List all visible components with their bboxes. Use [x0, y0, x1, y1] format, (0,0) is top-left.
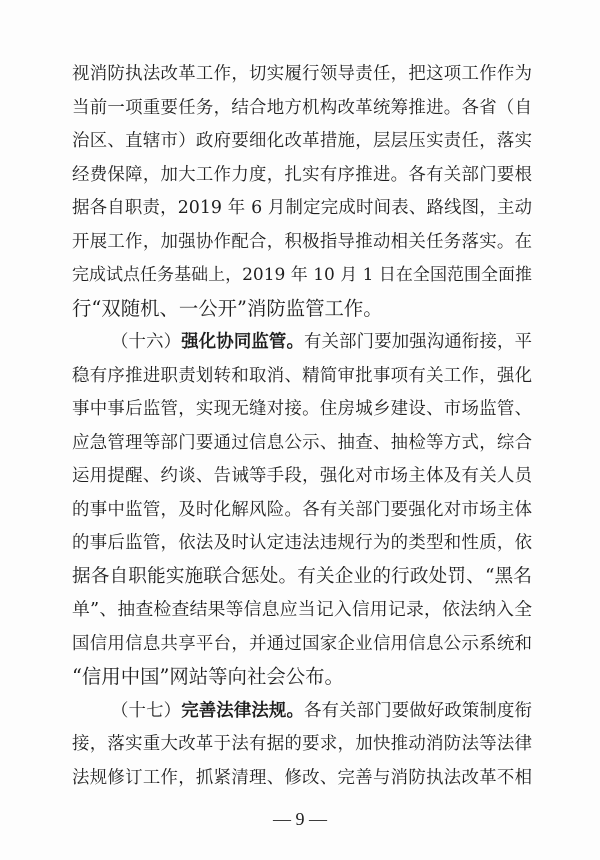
body-line: 治区、直辖市）政府要细化改革措施，层层压实责任，落实: [72, 131, 532, 151]
body-line: 应急管理等部门要通过信息公示、抽查、抽检等方式，综合: [72, 433, 532, 453]
section-17-number: （十七）: [111, 701, 182, 721]
body-line: 的事中监管，及时化解风险。各有关部门要强化对市场主体: [72, 500, 532, 520]
body-line: 据各自职能实施联合惩处。有关企业的行政处罚、“黑名: [72, 566, 532, 587]
body-line: 行“双随机、一公开”消防监管工作。: [72, 297, 383, 320]
section-17-first-line: [111, 699, 532, 723]
body-line: 视消防执法改革工作，切实履行领导责任，把这项工作作为: [72, 64, 532, 84]
body-line: “信用中国”网站等向社会公布。: [72, 665, 344, 688]
body-line: 开展工作，加强协作配合，积极指导推动相关任务落实。在: [72, 232, 532, 252]
body-line: 法规修订工作，抓紧清理、修改、完善与消防执法改革不相: [72, 768, 532, 788]
section-16-text: 有关部门要加强沟通衔接，平: [304, 332, 532, 352]
body-line: 的事后监管，依法及时认定违法违规行为的类型和性质，依: [72, 533, 532, 553]
body-line: 事中事后监管，实现无缝对接。住房城乡建设、市场监管、: [72, 399, 532, 419]
body-line: 完成试点任务基础上，2019 年 10 月 1 日在全国范围全面推: [72, 265, 532, 285]
body-line: 稳有序推进职责划转和取消、精简审批事项有关工作，强化: [72, 366, 532, 386]
body-line: 接，落实重大改革于法有据的要求，加快推动消防法等法律: [72, 734, 532, 754]
section-16-number: （十六）: [111, 332, 182, 352]
body-line: 当前一项重要任务，结合地方机构改革统筹推进。各省（自: [72, 98, 532, 118]
section-17-text: 各有关部门要做好政策制度衔: [304, 701, 532, 721]
section-16-first-line: [111, 330, 532, 354]
body-line: 经费保障，加大工作力度，扎实有序推进。各有关部门要根: [72, 165, 532, 185]
page-number: — 9 —: [273, 809, 327, 829]
body-line: 单”、抽查检查结果等信息应当记入信用记录，依法纳入全: [72, 599, 532, 620]
body-line: 国信用信息共享平台，并通过国家企业信用信息公示系统和: [72, 634, 532, 654]
body-line: 据各自职责，2019 年 6 月制定完成时间表、路线图，主动: [72, 198, 532, 218]
body-line: 运用提醒、约谈、告诫等手段，强化对市场主体及有关人员: [72, 466, 532, 486]
section-17-heading: 完善法律法规。: [181, 701, 305, 721]
section-16-heading: 强化协同监管。: [181, 332, 305, 352]
